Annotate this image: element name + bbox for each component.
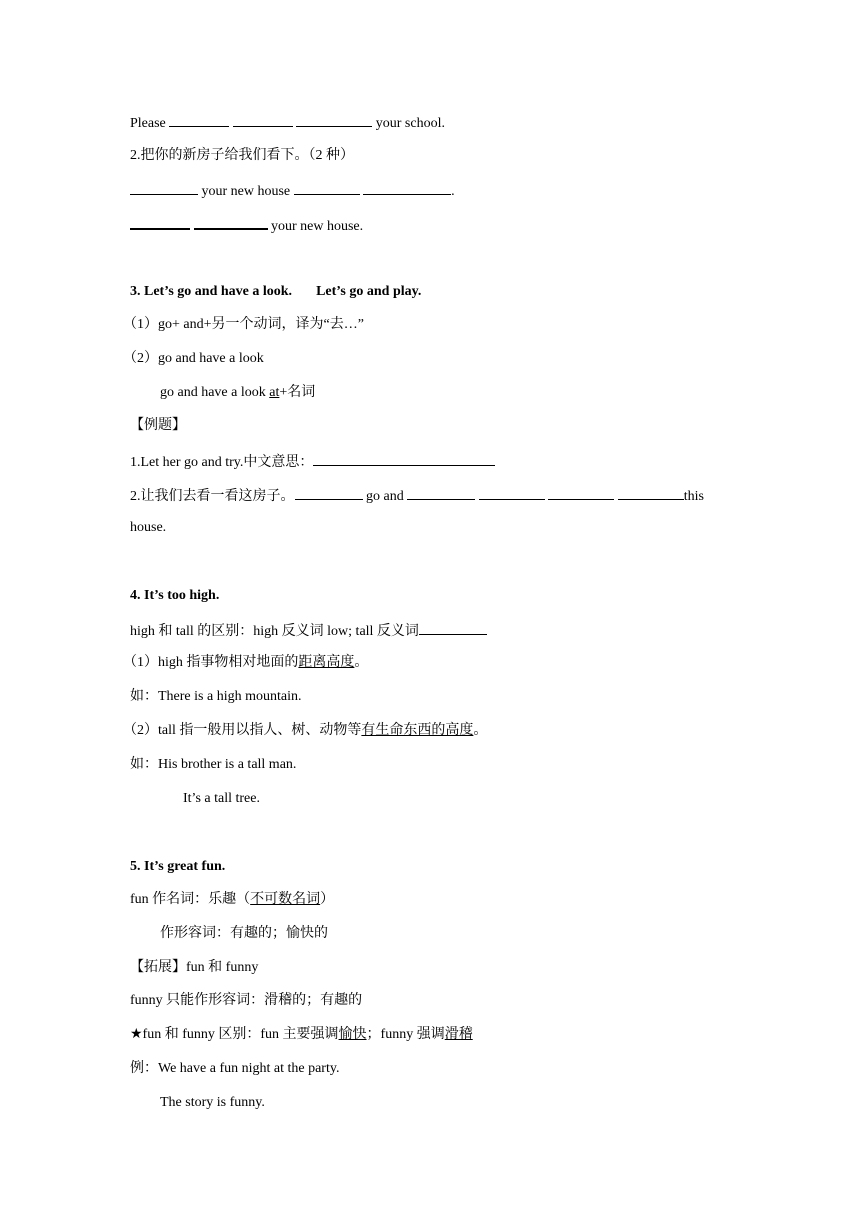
text: . xyxy=(451,184,455,199)
text: （1）high 指事物相对地面的 xyxy=(123,655,299,670)
funny-definition: funny 只能作形容词：滑稽的；有趣的 xyxy=(130,993,363,1008)
fun-example: 例：We have a fun night at the party. xyxy=(130,1061,340,1076)
funny-example: The story is funny. xyxy=(160,1095,265,1110)
text: go and have a look xyxy=(160,385,270,400)
text: ；funny 强调 xyxy=(366,1027,445,1042)
line-your-new-house-1 xyxy=(130,180,455,202)
question-2-title: 2.把你的新房子给我们看下。（2 种） xyxy=(130,148,354,163)
line-please-school xyxy=(130,112,445,134)
text: +名词 xyxy=(279,385,316,400)
section-3-heading xyxy=(130,282,421,302)
text: 。 xyxy=(473,723,488,738)
answer-blank[interactable] xyxy=(294,180,360,195)
section-4-heading xyxy=(130,586,219,606)
fun-funny-difference xyxy=(130,1025,473,1045)
answer-blank[interactable] xyxy=(130,180,198,195)
underlined-word: at xyxy=(269,385,280,400)
underlined-text: 距离高度 xyxy=(298,655,355,670)
answer-blank[interactable] xyxy=(419,620,487,635)
point-2: （2）go and have a look xyxy=(123,351,264,366)
fun-adjective: 作形容词：有趣的；愉快的 xyxy=(160,926,328,941)
answer-blank[interactable] xyxy=(618,485,684,500)
text: 1.Let her go and try.中文意思： xyxy=(130,455,314,470)
text: fun 作名词：乐趣（ xyxy=(130,892,251,907)
tall-example-2: It’s a tall tree. xyxy=(183,791,260,806)
text: go and xyxy=(362,489,408,504)
text: your new house xyxy=(201,184,291,199)
answer-blank[interactable] xyxy=(169,112,229,127)
answer-blank[interactable] xyxy=(130,214,190,230)
answer-blank[interactable] xyxy=(479,485,545,500)
high-explanation xyxy=(123,653,368,673)
text: high 和 tall 的区别：high 反义词 low; tall 反义词 xyxy=(130,624,419,639)
answer-blank[interactable] xyxy=(233,112,293,127)
answer-blank[interactable] xyxy=(295,485,363,500)
text: your school. xyxy=(375,116,445,131)
text: 2.让我们去看一看这房子。 xyxy=(130,489,295,504)
underlined-text: 有生命东西的高度 xyxy=(361,723,474,738)
heading-part: 3. Let’s go and have a look. xyxy=(130,284,293,299)
answer-blank[interactable] xyxy=(296,112,372,127)
heading-text: 5. It’s great fun. xyxy=(130,859,226,874)
example-2-cont: house. xyxy=(130,520,167,535)
high-tall-difference xyxy=(130,620,487,642)
line-your-new-house-2 xyxy=(130,214,363,237)
heading-part: Let’s go and play. xyxy=(316,284,422,299)
point-1: （1）go+ and+另一个动词，译为“去…” xyxy=(123,317,364,332)
tall-example-1: 如：His brother is a tall man. xyxy=(130,757,297,772)
example-heading: 【例题】 xyxy=(130,418,186,433)
fun-noun xyxy=(130,890,334,910)
text: 。 xyxy=(354,655,369,670)
text: ） xyxy=(320,892,335,907)
point-2-usage xyxy=(160,383,315,403)
text: ★fun 和 funny 区别：fun 主要强调 xyxy=(130,1027,339,1042)
answer-blank[interactable] xyxy=(407,485,475,500)
high-example: 如：There is a high mountain. xyxy=(130,689,302,704)
text: this xyxy=(683,489,704,504)
answer-blank[interactable] xyxy=(548,485,614,500)
underlined-text: 不可数名词 xyxy=(250,892,321,907)
tall-explanation xyxy=(123,721,487,741)
text: your new house. xyxy=(271,219,364,234)
heading-text: 4. It’s too high. xyxy=(130,588,220,603)
example-2 xyxy=(130,485,704,507)
answer-blank[interactable] xyxy=(313,451,495,466)
underlined-text: 滑稽 xyxy=(444,1027,473,1042)
example-1 xyxy=(130,451,495,473)
section-5-heading xyxy=(130,857,225,877)
text: Please xyxy=(130,116,166,131)
answer-blank[interactable] xyxy=(363,180,451,195)
extension-heading: 【拓展】fun 和 funny xyxy=(130,960,259,975)
underlined-text: 愉快 xyxy=(338,1027,367,1042)
answer-blank[interactable] xyxy=(194,214,268,230)
text: （2）tall 指一般用以指人、树、动物等 xyxy=(123,723,362,738)
